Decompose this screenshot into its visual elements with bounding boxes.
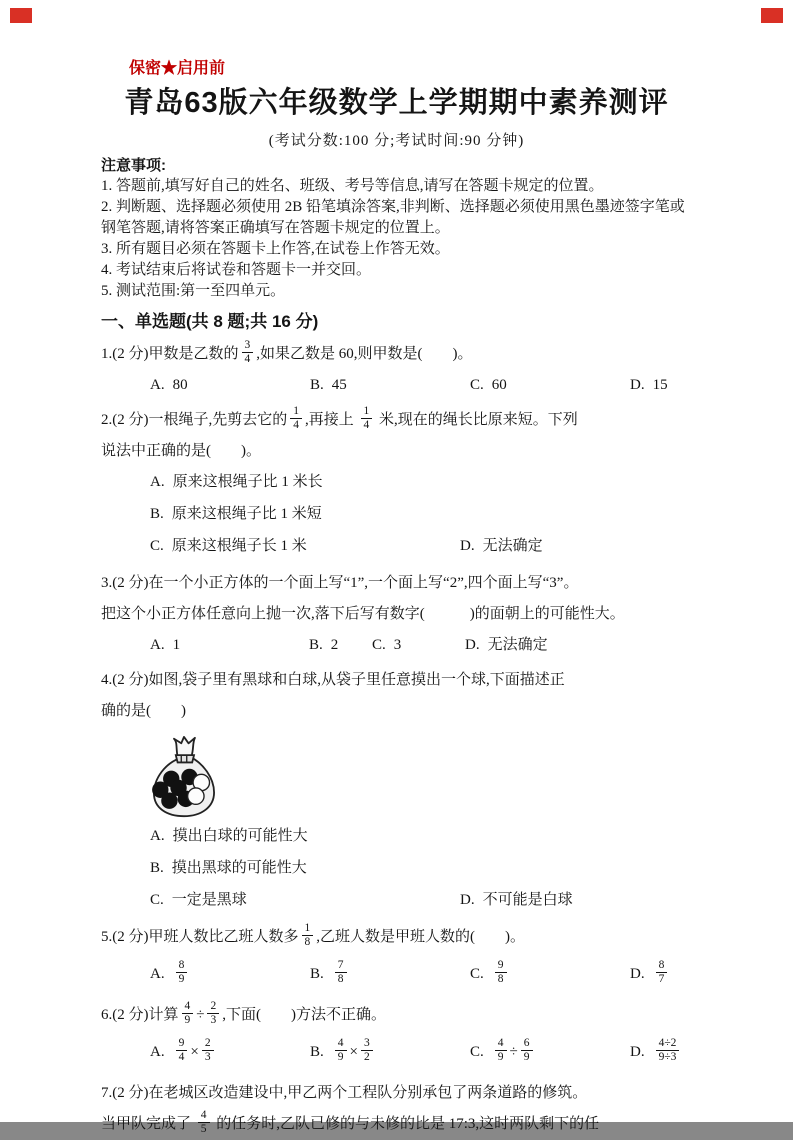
option-C: C. $\frac{4}{9}$ ÷ $\frac{6}{9}$ <box>470 1031 630 1073</box>
option-letter: C. <box>150 538 164 554</box>
option-letter: B. <box>150 860 164 876</box>
question-text: 把这个小正方体任意向上抛一次,落下后写有数字( )的面朝上的可能性大。 <box>101 606 625 622</box>
option-letter: C. <box>372 637 386 653</box>
option-letter: B. <box>310 377 324 393</box>
note-line-2-cont: 钢笔答题,请将答案正确填写在答题卡规定的位置上。 <box>101 220 450 236</box>
question-2 <box>101 405 743 563</box>
fraction: $\frac{4}{9}$ <box>495 1037 507 1063</box>
option-A <box>150 953 310 995</box>
section-heading-single-choice: 一、单选题(共 8 题;共 16 分) <box>101 312 319 331</box>
fraction: $\frac{6}{9}$ <box>521 1037 533 1063</box>
question-text: 当甲队完成了 $\frac{4}{5}$ 的任务时,乙队已修的与未修的比是 17:3,这时两队剩下的任 <box>101 1109 600 1136</box>
fraction: $\frac{4}{9}$ <box>182 1000 194 1026</box>
option-D <box>630 1031 682 1073</box>
confidential-label: 保密★启用前 <box>129 60 226 77</box>
note-line-1: 1. 答题前,填写好自己的姓名、班级、考号等信息,请写在答题卡规定的位置。 <box>101 178 604 194</box>
option-B: B. 摸出黑球的可能性大 <box>150 853 460 883</box>
option-letter: B. <box>150 506 164 522</box>
question-text: 3.(2 分)在一个小正方体的一个面上写“1”,一个面上写“2”,四个面上写“3”。 <box>101 575 579 591</box>
option-D: D. 不可能是白球 <box>460 885 573 915</box>
fraction: $\frac{2}{3}$ <box>207 1000 219 1026</box>
options-row <box>101 630 743 660</box>
exam-info-subtitle: (考试分数:100 分;考试时间:90 分钟) <box>268 133 525 149</box>
option-C: C. 原来这根绳子长 1 米 <box>150 531 460 561</box>
option-B: B. $\frac{4}{9}$ × $\frac{3}{2}$ <box>310 1031 470 1073</box>
option-letter: B. <box>310 1044 324 1060</box>
option-letter: D. <box>630 377 645 393</box>
options-row <box>101 370 743 400</box>
fraction: $\frac{4\div 2}{9\div 3}$ <box>656 1037 680 1063</box>
fraction: $\frac{2}{3}$ <box>202 1037 214 1063</box>
question-text: 4.(2 分)如图,袋子里有黑球和白球,从袋子里任意摸出一个球,下面描述正 <box>101 672 565 688</box>
corner-mark-left <box>10 8 32 23</box>
note-line-4: 4. 考试结束后将试卷和答题卡一并交回。 <box>101 262 372 278</box>
page-title: 青岛63版六年级数学上学期期中素养测评 <box>124 87 669 119</box>
fraction: $\frac{1}{8}$ <box>302 922 314 948</box>
question-5 <box>101 922 743 995</box>
fraction: $\frac{9}{4}$ <box>176 1037 188 1063</box>
question-4 <box>101 665 743 917</box>
fraction: $\frac{4}{9}$ <box>335 1037 347 1063</box>
question-6 <box>101 1000 743 1073</box>
option-letter: C. <box>150 892 164 908</box>
option-letter: C. <box>470 377 484 393</box>
question-1 <box>101 339 743 400</box>
option-D <box>630 953 670 995</box>
option-letter: A. <box>150 1044 165 1060</box>
fraction: $\frac{3}{4}$ <box>242 339 254 365</box>
question-text: 1.(2 分)甲数是乙数的 $\frac{3}{4}$ ,如果乙数是 60,则甲数是( )。 <box>101 339 473 366</box>
options-row <box>101 821 743 917</box>
option-A: A. 原来这根绳子比 1 米长 <box>150 467 460 497</box>
option-letter: D. <box>630 966 645 982</box>
option-C: C. 60 <box>470 370 630 400</box>
option-D: D. 15 <box>630 370 668 400</box>
option-letter: D. <box>460 892 475 908</box>
option-B: B. 原来这根绳子比 1 米短 <box>150 499 460 529</box>
fraction: $\frac{1}{4}$ <box>361 405 373 431</box>
option-A: A. 80 <box>150 370 310 400</box>
option-letter: C. <box>470 1044 484 1060</box>
option-D: D. 无法确定 <box>460 531 543 561</box>
bag-of-balls-image <box>143 735 225 819</box>
option-letter: A. <box>150 377 165 393</box>
question-text: 7.(2 分)在老城区改造建设中,甲乙两个工程队分别承包了两条道路的修筑。 <box>101 1085 588 1101</box>
option-B <box>310 953 470 995</box>
fraction: $\frac{8}{9}$ <box>176 959 188 985</box>
option-letter: A. <box>150 474 165 490</box>
question-text: 5.(2 分)甲班人数比乙班人数多 $\frac{1}{8}$ ,乙班人数是甲班人数的( )。 <box>101 922 525 949</box>
option-letter: B. <box>309 637 323 653</box>
note-line-3: 3. 所有题目必须在答题卡上作答,在试卷上作答无效。 <box>101 241 450 257</box>
option-letter: D. <box>460 538 475 554</box>
fraction: $\frac{8}{7}$ <box>656 959 668 985</box>
note-line-5: 5. 测试范围:第一至四单元。 <box>101 283 286 299</box>
option-C: C. 3 <box>372 630 465 660</box>
note-line-2: 2. 判断题、选择题必须使用 2B 铅笔填涂答案,非判断、选择题必须使用黑色墨迹签字笔或 <box>101 199 685 215</box>
option-C: C. 一定是黑球 <box>150 885 460 915</box>
fraction: $\frac{7}{8}$ <box>335 959 347 985</box>
corner-mark-right <box>761 8 783 23</box>
fraction: $\frac{1}{4}$ <box>290 405 302 431</box>
question-7 <box>101 1078 743 1140</box>
option-C <box>470 953 630 995</box>
option-letter: A. <box>150 828 165 844</box>
option-D: D. 无法确定 <box>465 630 548 660</box>
option-A: A. 1 <box>150 630 309 660</box>
options-row <box>101 467 743 563</box>
option-letter: B. <box>310 966 324 982</box>
option-letter: A. <box>150 966 165 982</box>
options-row <box>101 1031 743 1073</box>
question-text: 说法中正确的是( )。 <box>101 443 261 459</box>
option-letter: D. <box>630 1044 645 1060</box>
option-A: A. $\frac{9}{4}$ × $\frac{2}{3}$ <box>150 1031 310 1073</box>
options-row <box>101 953 743 995</box>
option-letter: A. <box>150 637 165 653</box>
option-B: B. 2 <box>309 630 372 660</box>
question-text: 6.(2 分)计算 $\frac{4}{9}$ ÷ $\frac{2}{3}$ ,下面( )方法不正确。 <box>101 1000 386 1027</box>
question-text: 2.(2 分)一根绳子,先剪去它的 $\frac{1}{4}$ ,再接上 $\frac{1}{4}$ 米,现在的绳长比原来短。下列 <box>101 405 578 432</box>
question-text: 确的是( ) <box>101 703 186 719</box>
option-letter: D. <box>465 637 480 653</box>
option-A: A. 摸出白球的可能性大 <box>150 821 460 851</box>
fraction: $\frac{4}{5}$ <box>198 1109 210 1135</box>
fraction: $\frac{3}{2}$ <box>361 1037 373 1063</box>
notes-heading: 注意事项: <box>101 157 166 174</box>
option-letter: C. <box>470 966 484 982</box>
question-3 <box>101 568 743 660</box>
questions-list <box>101 339 743 1140</box>
fraction: $\frac{9}{8}$ <box>495 959 507 985</box>
option-B: B. 45 <box>310 370 470 400</box>
document-body <box>101 155 743 1140</box>
